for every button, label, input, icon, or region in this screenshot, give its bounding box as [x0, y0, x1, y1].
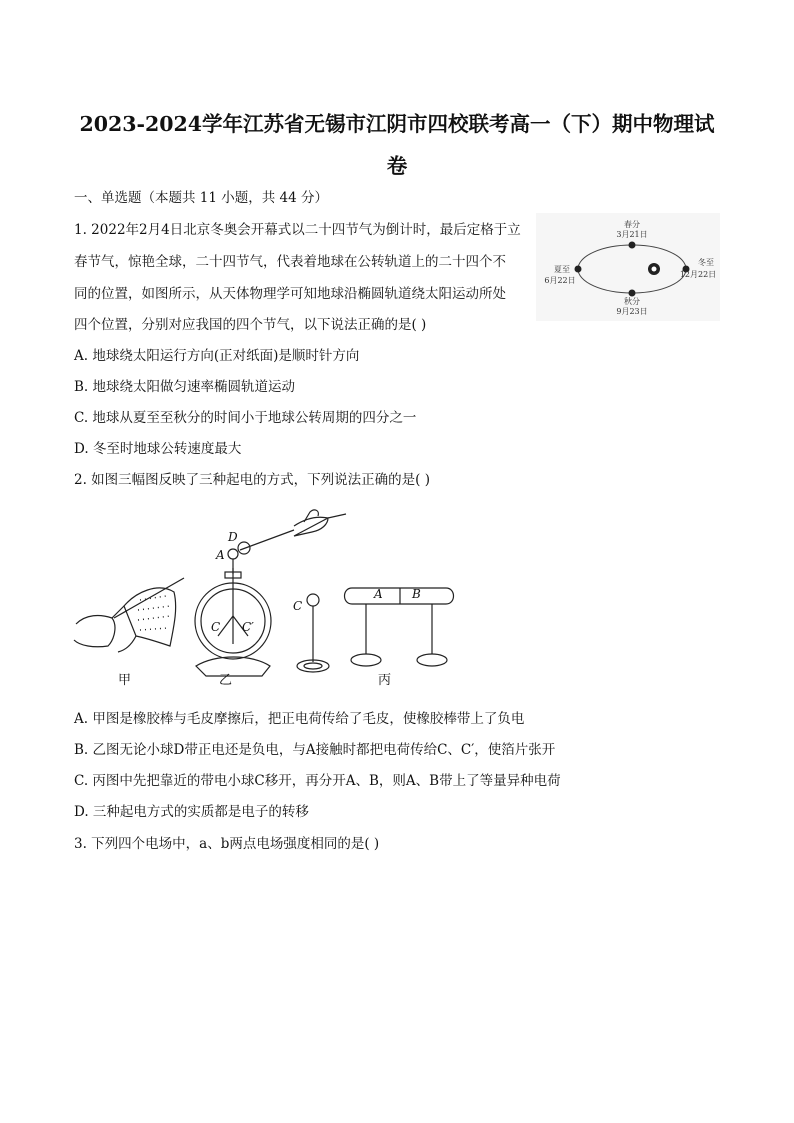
section-heading: 一、单选题（本题共 11 小题，共 44 分） — [74, 190, 329, 206]
label-a-conductor: A — [374, 587, 383, 601]
caption-yi: 乙 — [219, 673, 233, 688]
q2-option-d: D. 三种起电方式的实质都是电子的转移 — [74, 804, 309, 820]
autumn-label: 秋分 — [624, 297, 640, 306]
label-c-prime: C′ — [242, 620, 254, 634]
caption-jia: 甲 — [118, 673, 132, 688]
earth-spring-icon — [629, 242, 636, 249]
charging-methods-figure — [66, 496, 466, 694]
earth-summer-icon — [575, 266, 582, 273]
q1-option-a: A. 地球绕太阳运行方向(正对纸面)是顺时针方向 — [74, 348, 360, 364]
earth-autumn-icon — [629, 290, 636, 297]
electroscope-illustration — [195, 510, 346, 676]
spring-label: 春分 — [624, 220, 640, 229]
q2-option-a: A. 甲图是橡胶棒与毛皮摩擦后，把正电荷传给了毛皮，使橡胶棒带上了负电 — [74, 711, 525, 727]
label-b-conductor: B — [412, 587, 421, 601]
label-d: D — [228, 530, 238, 544]
fur-rubbing-illustration — [74, 578, 184, 652]
q1-stem-line-1: 1. 2022年2月4日北京冬奥会开幕式以二十四节气为倒计时，最后定格于立 — [74, 222, 521, 238]
label-a: A — [216, 548, 225, 562]
q1-stem-line-2: 春节气，惊艳全球，二十四节气，代表着地球在公转轨道上的二十四个不 — [74, 254, 506, 270]
q1-option-c: C. 地球从夏至至秋分的时间小于地球公转周期的四分之一 — [74, 410, 417, 426]
caption-bing: 丙 — [378, 673, 392, 688]
page-title — [60, 103, 734, 187]
q1-option-b: B. 地球绕太阳做匀速率椭圆轨道运动 — [74, 379, 296, 395]
q2-option-b: B. 乙图无论小球D带正电还是负电，与A接触时都把电荷传给C、C′，使箔片张开 — [74, 742, 556, 758]
q1-stem-line-3: 同的位置，如图所示，从天体物理学可知地球沿椭圆轨道绕太阳运动所处 — [74, 286, 506, 302]
earth-orbit-figure — [536, 213, 720, 321]
label-c-ball: C — [293, 599, 303, 613]
summer-label: 夏至 — [554, 265, 570, 274]
winter-label: 冬至 — [698, 258, 714, 267]
q2-option-c: C. 丙图中先把靠近的带电小球C移开，再分开A、B，则A、B带上了等量异种电荷 — [74, 773, 561, 789]
q3-stem: 3. 下列四个电场中，a、b两点电场强度相同的是( ) — [74, 836, 380, 852]
label-c-left: C — [211, 620, 221, 634]
winter-date: 12月22日 — [679, 270, 717, 279]
q1-stem-line-4: 四个位置，分别对应我国的四个节气，以下说法正确的是( ) — [74, 317, 427, 333]
summer-date: 6月22日 — [544, 276, 576, 285]
title-line-1: 2023-2024学年江苏省无锡市江阴市四校联考高一（下）期中物理试 — [79, 112, 715, 136]
spring-date: 3月21日 — [616, 230, 648, 239]
autumn-date: 9月23日 — [616, 307, 648, 316]
q2-stem: 2. 如图三幅图反映了三种起电的方式，下列说法正确的是( ) — [74, 472, 430, 488]
q1-option-d: D. 冬至时地球公转速度最大 — [74, 441, 242, 457]
title-line-2: 卷 — [386, 154, 408, 178]
